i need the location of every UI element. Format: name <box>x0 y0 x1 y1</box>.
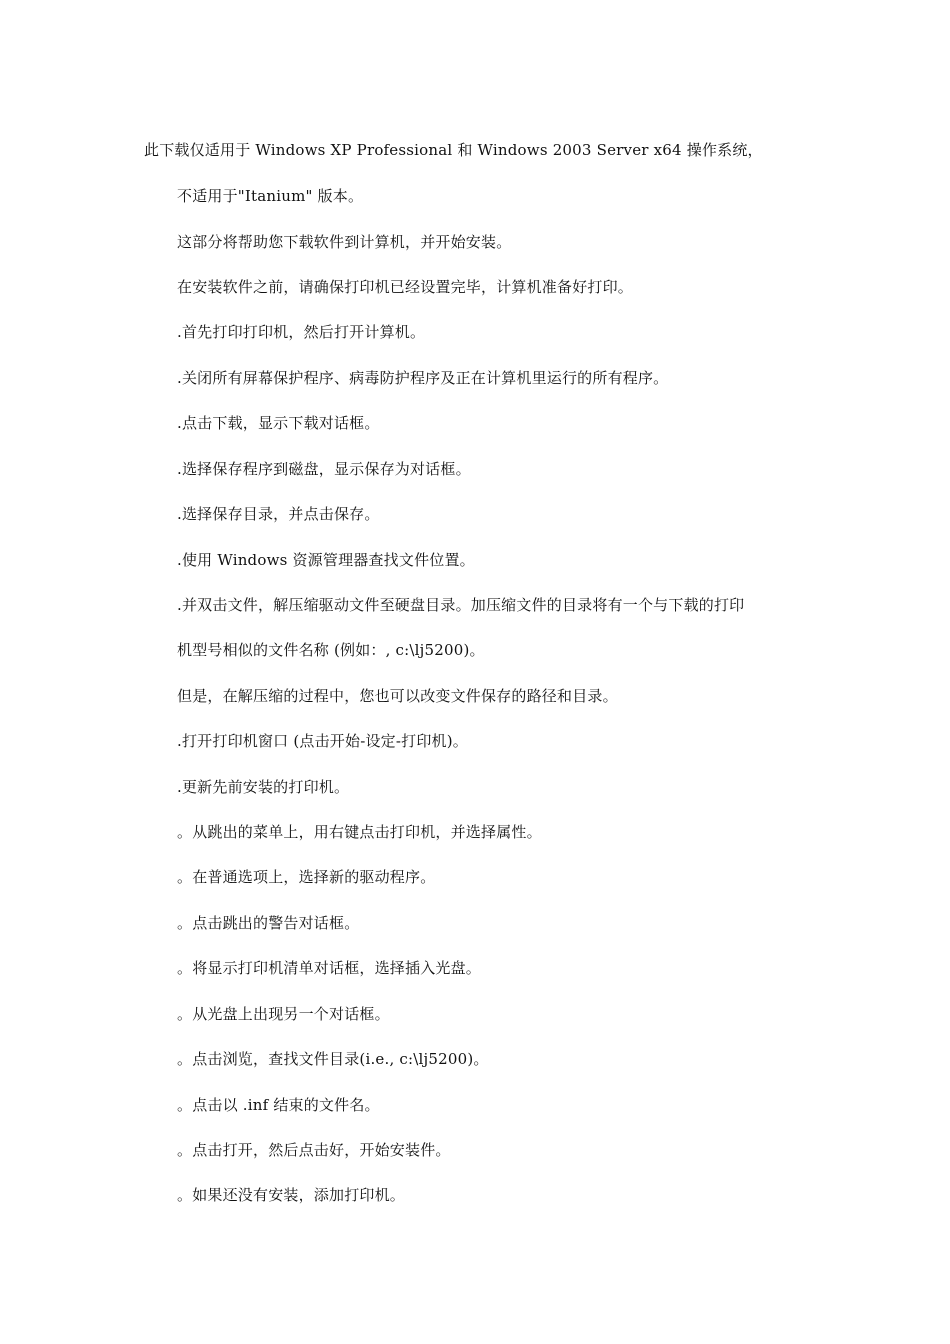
text-line: .打开打印机窗口 (点击开始-设定-打印机)。 <box>177 732 468 750</box>
text-line: .使用 Windows 资源管理器查找文件位置。 <box>177 551 475 569</box>
text-line: 。点击以 .inf 结束的文件名。 <box>177 1096 380 1114</box>
text-line: 这部分将帮助您下载软件到计算机，并开始安装。 <box>177 233 512 251</box>
text-line: .首先打印打印机，然后打开计算机。 <box>177 323 426 341</box>
text-line: 。点击跳出的警告对话框。 <box>177 914 360 932</box>
text-line: 。在普通选项上，选择新的驱动程序。 <box>177 868 436 886</box>
text-line: .关闭所有屏幕保护程序、病毒防护程序及正在计算机里运行的所有程序。 <box>177 369 669 387</box>
text-line: .选择保存目录，并点击保存。 <box>177 505 380 523</box>
text-line: 。如果还没有安装，添加打印机。 <box>177 1186 406 1204</box>
text-line: .点击下载，显示下载对话框。 <box>177 414 380 432</box>
text-line: 但是，在解压缩的过程中，您也可以改变文件保存的路径和目录。 <box>177 687 618 705</box>
text-line: 机型号相似的文件名称 (例如：, c:\lj5200)。 <box>177 641 485 659</box>
text-line: 。从光盘上出现另一个对话框。 <box>177 1005 390 1023</box>
text-line: 。将显示打印机清单对话框，选择插入光盘。 <box>177 959 482 977</box>
text-line: 不适用于"Itanium" 版本。 <box>177 187 364 205</box>
text-line: .更新先前安装的打印机。 <box>177 778 350 796</box>
text-line: .并双击文件，解压缩驱动文件至硬盘目录。加压缩文件的目录将有一个与下载的打印 <box>177 596 745 614</box>
text-line: 。从跳出的菜单上，用右键点击打印机，并选择属性。 <box>177 823 542 841</box>
text-line: 。点击浏览，查找文件目录(i.e., c:\lj5200)。 <box>177 1050 489 1068</box>
text-line: 在安装软件之前，请确保打印机已经设置完毕，计算机准备好打印。 <box>177 278 634 296</box>
text-line: .选择保存程序到磁盘，显示保存为对话框。 <box>177 460 471 478</box>
text-line-intro: 此下载仅适用于 Windows XP Professional 和 Windows 2003 Server x64 操作系统， <box>144 141 763 159</box>
text-line: 。点击打开，然后点击好，开始安装件。 <box>177 1141 451 1159</box>
